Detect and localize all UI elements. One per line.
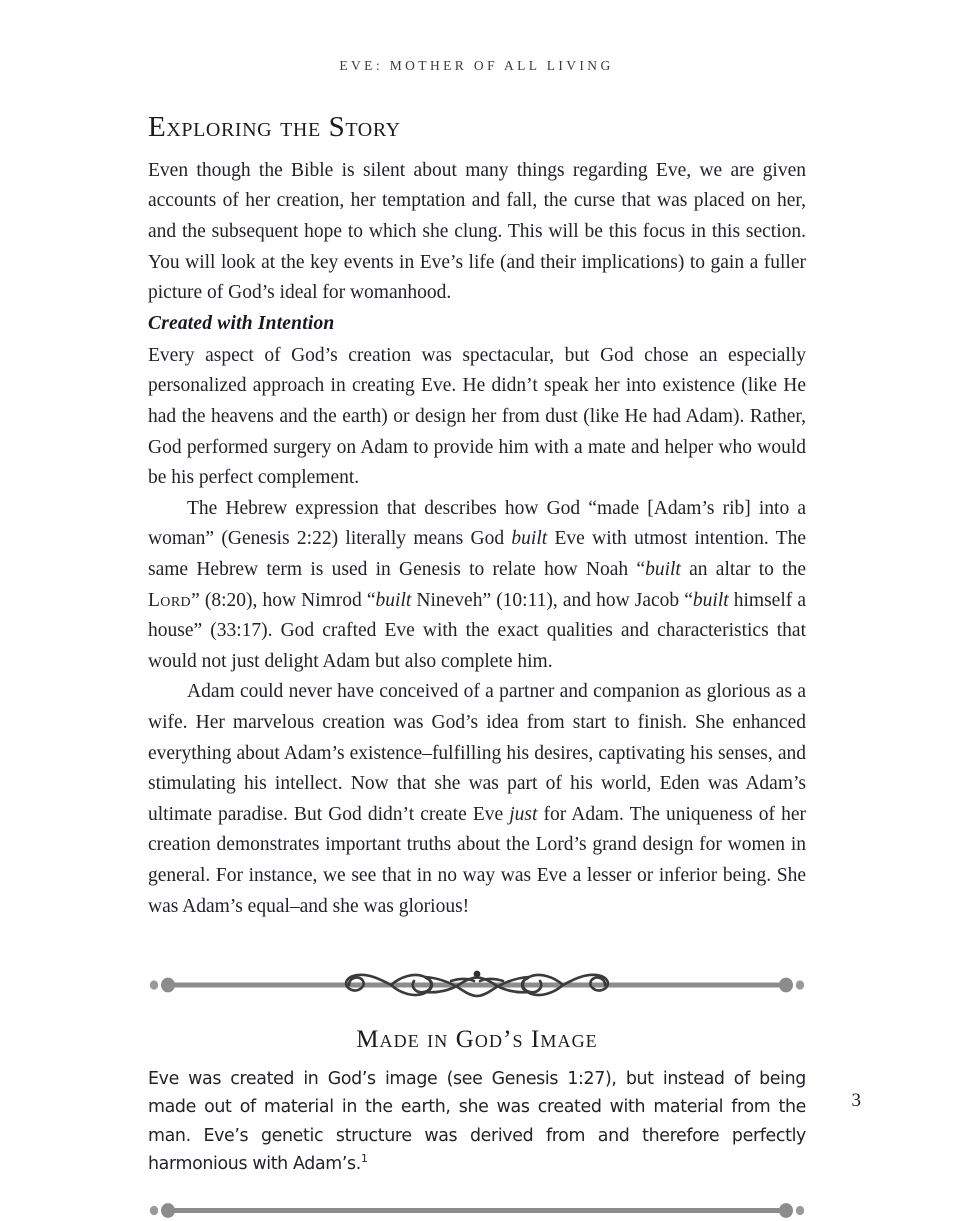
italic-just: just [509,803,538,825]
italic-built-4: built [692,589,729,611]
intro-paragraph: Even though the Bible is silent about many things regarding Eve, we are given accounts of her creation, her temptation and fall, the curse that was placed on her, and the subsequent hope to which she clung. This will be this focus in this section. You will look at the key events in Eve’s life (and their implications) to gain a fuller picture of God’s ideal for womanhood. [148,159,806,304]
running-head: EVE: MOTHER OF ALL LIVING [339,58,614,73]
subsection-paragraph-1: Every aspect of God’s creation was spectacular, but God chose an especially personalized approach in creating Eve. He didn’t speak her into existence (like He had the heavens and the earth) or design her from dust (like He had Adam). Rather, God performed surgery on Adam to provide him with a mate and helper who would be his perfect complement. [148,344,806,489]
text-run: ” (8:20), how Nimrod “ [191,589,376,611]
subsection-paragraph-3 [148,677,806,922]
text-run: for Adam. The uniqueness of her creation demonstrates important truths about the Lord’s grand design for women in general. For instance, we see that in no way was Eve a lesser or inferior being. She was Adam’s equal–and she was glorious! [148,803,806,917]
text-run: Adam could never have conceived of a partner and companion as glorious as a wife. Her marvelous creation was God’s idea from start to finish. She enhanced everything about Adam’s existence–fulfilling his desires, captivating his senses, and stimulating his intellect. Now that she was part of his world, Eden was Adam’s ultimate paradise. But God didn’t create Eve [148,681,806,825]
text-run: Eve with utmost intention. The same Hebrew term is used in Genesis to relate how Noah “ [148,528,806,581]
italic-built-2: built [645,559,681,581]
flourish-divider-icon [148,968,806,1002]
text-run: Eve was created in God’s image (see Genesis 1:27), but instead of being made out of material in the earth, she was created with material from the man. Eve’s genetic structure was derived from and therefore perfectly harmonious with Adam’s. [148,1068,806,1175]
page-content [148,112,806,1221]
dotted-rule-icon [148,1201,806,1221]
text-run: himself a house” (33:17). God crafted Eve with the exact qualities and characteristics that would not just delight Adam but also complete him. [148,589,806,672]
sidebar-paragraph [148,1065,806,1179]
italic-built-3: built [375,589,412,611]
ornament-divider [148,968,806,1002]
text-run: Nineveh” (10:11), and how Jacob “ [411,589,693,611]
text-run: an altar to the [680,559,806,581]
subsection-paragraph-2 [148,494,806,678]
page-number: 3 [851,1090,861,1111]
bottom-rule [148,1201,806,1221]
smallcaps-lord: Lord [148,589,192,611]
made-in-gods-image-heading: Made in God’s Image [356,1026,598,1054]
text-run: The Hebrew expression that describes how God “made [Adam’s rib] into a woman” (Genesis 2:22) literally means God [148,497,806,550]
footnote-marker: 1 [360,1152,368,1166]
page-title: Exploring the Story [148,111,401,143]
subsection-heading: Created with Intention [148,312,335,334]
italic-built-1: built [511,528,548,550]
